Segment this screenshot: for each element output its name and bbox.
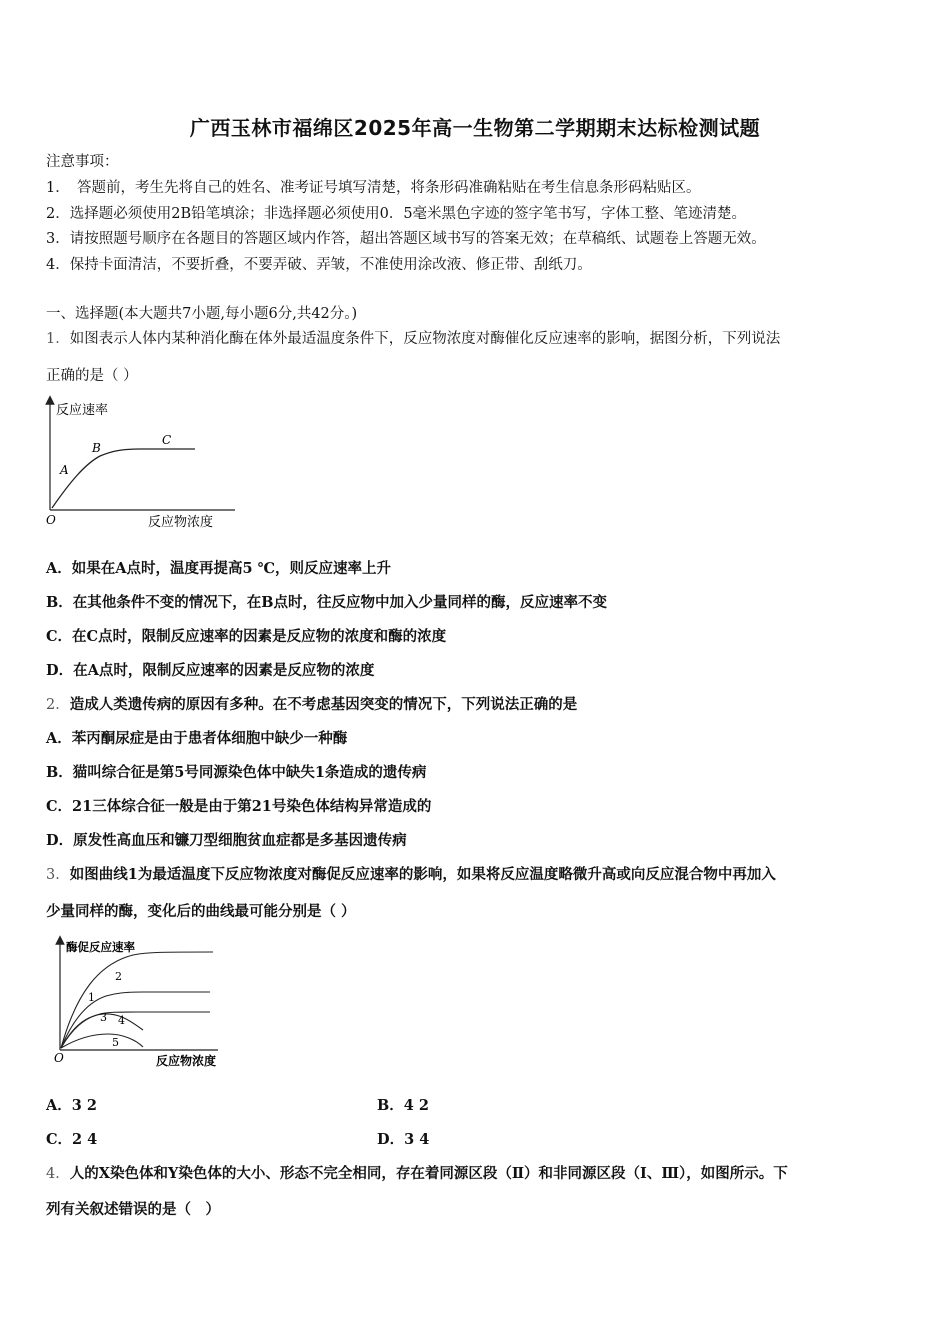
q3-curve-label-4: 4: [118, 1014, 125, 1027]
q3-curve-label-3: 3: [100, 1011, 107, 1024]
q1-curve: [52, 449, 195, 508]
question-3-line-1: [46, 863, 776, 884]
q1-option-c: C．在C点时，限制反应速率的因素是反应物的浓度和酶的浓度: [46, 628, 447, 645]
question-text: 如图曲线1为最适温度下反应物浓度对酶促反应速率的影响，如果将反应温度略微升高或向反应混合物中再加入: [69, 866, 776, 883]
q1-point-a: A: [60, 463, 69, 477]
page-title: 广西玉林市福绵区2025年高一生物第二学期期末达标检测试题: [189, 116, 761, 140]
notice-item-2: 2．选择题必须使用2B铅笔填涂；非选择题必须使用0．5毫米黑色字迹的签字笔书写，字体工整、笔迹清楚。: [46, 206, 747, 222]
q3-option-c: C．2 4: [46, 1131, 98, 1148]
q3-curve-label-5: 5: [112, 1036, 119, 1049]
q3-option-d: D．3 4: [377, 1131, 430, 1148]
question-4-line-1: [46, 1162, 788, 1183]
question-3-line-2: 少量同样的酶，变化后的曲线最可能分别是（ ）: [46, 903, 356, 920]
q3-figure: [48, 934, 238, 1074]
q3-curve-label-1: 1: [88, 991, 95, 1004]
q3-origin-label: O: [54, 1051, 64, 1065]
q2-option-a: A．苯丙酮尿症是由于患者体细胞中缺少一种酶: [46, 730, 348, 747]
question-text: 造成人类遗传病的原因有多种。在不考虑基因突变的情况下，下列说法正确的是: [69, 696, 578, 713]
q3-curve-2: [61, 952, 213, 1048]
question-1-line-1: [46, 327, 780, 348]
q1-figure: [40, 394, 240, 534]
q3-option-a: A．3 2: [46, 1097, 97, 1114]
question-number: 4．: [46, 1166, 70, 1182]
q1-option-b: B．在其他条件不变的情况下，在B点时，往反应物中加入少量同样的酶，反应速率不变: [46, 594, 608, 611]
question-text: 人的X染色体和Y染色体的大小、形态不完全相同，存在着同源区段（Ⅱ）和非同源区段（Ⅰ、Ⅲ），如图所示。下: [69, 1165, 788, 1182]
q3-curve-5: [61, 1034, 143, 1048]
q2-option-c: C．21三体综合征一般是由于第21号染色体结构异常造成的: [46, 798, 432, 815]
q3-curve-3: [61, 1012, 210, 1048]
question-number: 3．: [46, 867, 70, 883]
question-2-line-1: [46, 693, 577, 714]
q1-x-label: 反应物浓度: [148, 515, 214, 530]
q3-x-label: 反应物浓度: [156, 1054, 217, 1068]
section-heading: 一、选择题(本大题共7小题,每小题6分,共42分。): [46, 306, 358, 322]
q1-y-label: 反应速率: [56, 403, 109, 418]
q1-origin-label: O: [46, 513, 56, 527]
q3-option-b: B．4 2: [377, 1097, 429, 1114]
question-number: 2．: [46, 697, 70, 713]
q1-point-b: B: [92, 441, 101, 455]
q1-option-d: D．在A点时，限制反应速率的因素是反应物的浓度: [46, 662, 375, 679]
q3-curve-1: [61, 992, 210, 1048]
q3-curve-label-2: 2: [115, 970, 122, 983]
question-1-line-2: 正确的是（ ）: [46, 368, 138, 384]
notice-item-4: 4．保持卡面清洁，不要折叠，不要弄破、弄皱，不准使用涂改液、修正带、刮纸刀。: [46, 257, 592, 273]
notice-heading: 注意事项：: [46, 154, 119, 170]
question-text: 如图表示人体内某种消化酶在体外最适温度条件下，反应物浓度对酶催化反应速率的影响，据图分析，下列说法: [69, 331, 781, 347]
q1-option-a: A．如果在A点时，温度再提高5 ℃，则反应速率上升: [46, 560, 392, 577]
question-4-line-2: 列有关叙述错误的是（ ）: [46, 1201, 220, 1218]
q2-option-d: D．原发性高血压和镰刀型细胞贫血症都是多基因遗传病: [46, 832, 407, 849]
q3-y-label: 酶促反应速率: [66, 940, 135, 954]
q1-point-c: C: [162, 433, 172, 447]
q2-option-b: B．猫叫综合征是第5号同源染色体中缺失1条造成的遗传病: [46, 764, 427, 781]
notice-item-1: 1． 答题前，考生先将自己的姓名、准考证号填写清楚，将条形码准确粘贴在考生信息条形码粘贴区。: [46, 180, 701, 196]
notice-item-3: 3．请按照题号顺序在各题目的答题区域内作答，超出答题区域书写的答案无效；在草稿纸、试题卷上答题无效。: [46, 231, 766, 247]
question-number: 1．: [46, 331, 70, 347]
